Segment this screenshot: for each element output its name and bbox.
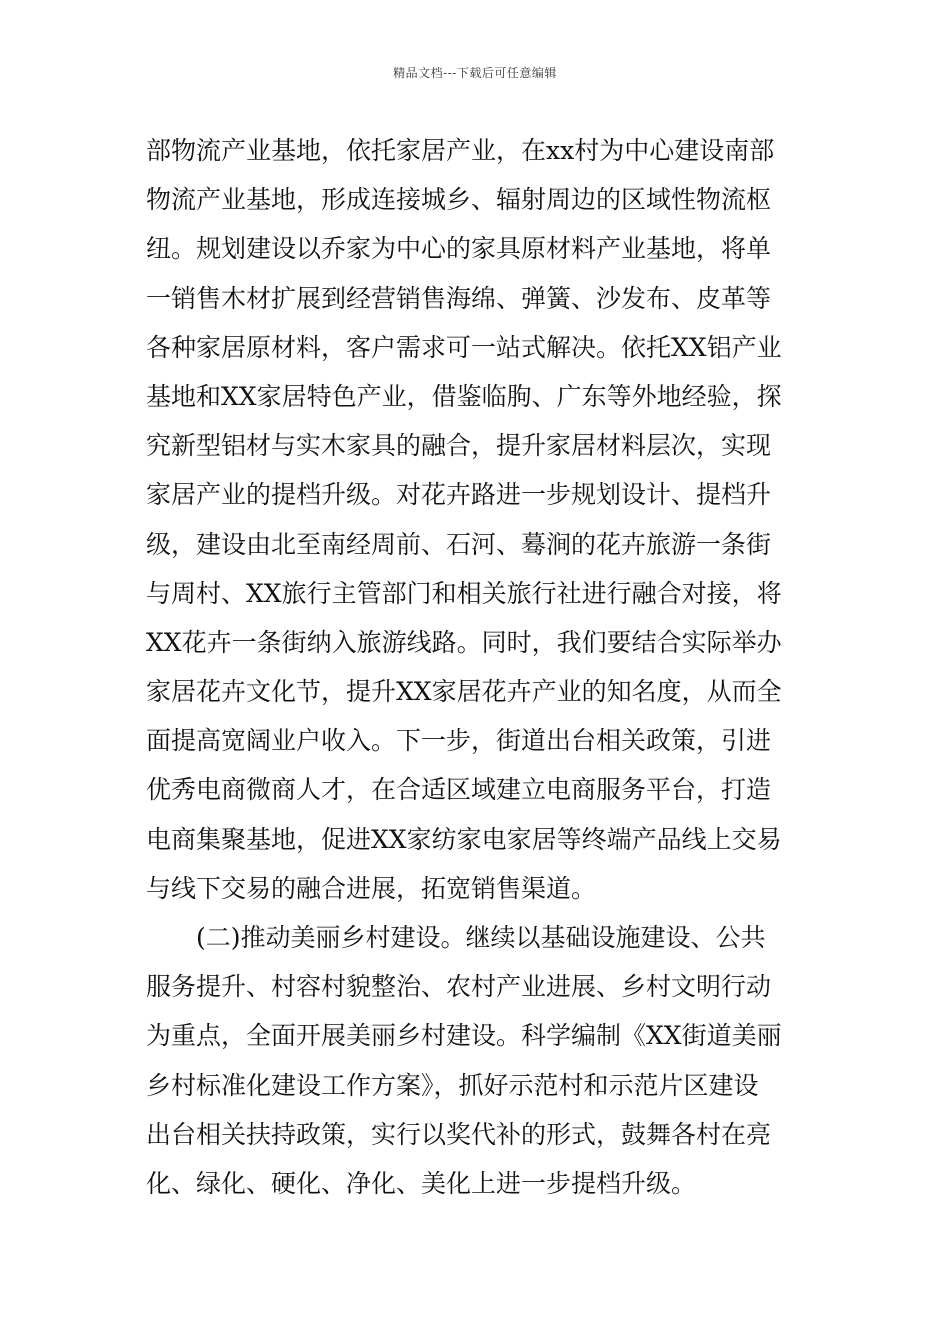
text-line: 级，建设由北至南经周前、石河、蓦涧的花卉旅游一条街 [146,529,772,559]
text-line: (二)推动美丽乡村建设。继续以基础设施建设、公共 [196,923,766,952]
text-line: 电商集聚基地，促进XX家纺家电家居等终端产品线上交易 [146,824,782,854]
paragraph-1 [146,126,806,913]
body-text [146,126,806,1208]
text-line: 部物流产业基地，依托家居产业，在xx村为中心建设南部 [146,136,775,165]
text-line: 家居花卉文化节，提升XX家居花卉产业的知名度，从而全 [146,677,782,707]
text-line: 究新型铝材与实木家具的融合，提升家居材料层次，实现 [146,431,772,461]
text-line: 与线下交易的融合进展，拓宽销售渠道。 [146,873,597,903]
text-line: 面提高宽阔业户收入。下一步，街道出台相关政策，引进 [146,726,772,756]
text-line: 出台相关扶持政策，实行以奖代补的形式，鼓舞各村在亮 [146,1119,772,1149]
text-line: 化、绿化、硬化、净化、美化上进一步提档升级。 [146,1168,697,1198]
header-note: 精品文档---下载后可任意编辑 [393,66,557,80]
paragraph-2 [146,913,806,1208]
text-line: 家居产业的提档升级。对花卉路进一步规划设计、提档升 [146,480,772,510]
text-line: 一销售木材扩展到经营销售海绵、弹簧、沙发布、皮革等 [146,283,772,313]
text-line: 乡村标准化建设工作方案》，抓好示范村和示范片区建设 [146,1070,759,1100]
text-line: 服务提升、村容村貌整治、农村产业进展、乡村文明行动 [146,972,772,1002]
text-line: 物流产业基地，形成连接城乡、辐射周边的区域性物流枢 [146,185,772,215]
text-line: 与周村、XX旅行主管部门和相关旅行社进行融合对接，将 [146,578,782,608]
text-line: 优秀电商微商人才，在合适区域建立电商服务平台，打造 [146,775,772,805]
text-line: 纽。规划建设以乔家为中心的家具原材料产业基地，将单 [146,234,772,264]
text-line: 各种家居原材料，客户需求可一站式解决。依托XX铝产业 [146,332,782,362]
text-line: 为重点，全面开展美丽乡村建设。科学编制《XX街道美丽 [146,1021,782,1051]
text-line: 基地和XX家居特色产业，借鉴临朐、广东等外地经验，探 [146,381,782,411]
text-line: XX花卉一条街纳入旅游线路。同时，我们要结合实际举办 [146,627,782,657]
